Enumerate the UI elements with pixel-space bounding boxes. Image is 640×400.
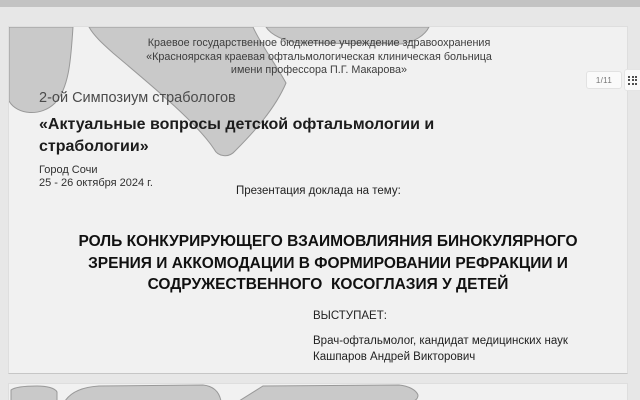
symposium-topic [39,114,579,157]
report-title-line: СОДРУЖЕСТВЕННОГО КОСОГЛАЗИЯ У ДЕТЕЙ [147,276,509,293]
top-bar [0,0,640,7]
decor-shape [65,385,221,400]
speaker-name: Кашпаров Андрей Викторович [313,350,476,363]
symposium-topic-line: страбологии» [39,137,149,155]
next-slide-shapes [9,384,628,400]
event-city: Город Сочи [39,164,98,176]
page-indicator: 1/11 [586,71,622,89]
org-header-line: Краевое государственное бюджетное учреждение здравоохранения [147,37,491,49]
grid-dots-icon [628,76,637,85]
report-title-line: РОЛЬ КОНКУРИРУЮЩЕГО ВЗАИМОВЛИЯНИЯ БИНОКУЛЯРНОГО [78,233,578,250]
presentation-intro-label: Презентация доклада на тему: [236,185,401,197]
event-dates: 25 - 26 октября 2024 г. [39,177,153,189]
event-location-dates [39,164,153,190]
next-slide-preview[interactable] [8,383,628,400]
symposium-name: 2-ой Симпозиум страбологов [39,90,236,106]
decor-shape [239,385,418,400]
decor-shape [11,386,57,400]
org-header-line: имени профессора П.Г. Макарова» [230,64,408,76]
organization-header [9,37,628,78]
report-title-line: ЗРЕНИЯ И АККОМОДАЦИИ В ФОРМИРОВАНИИ РЕФРАКЦИИ И [88,254,568,272]
slide-grid-button[interactable] [624,69,640,91]
speaker-credentials: Врач-офтальмолог, кандидат медицинских наук [313,335,568,347]
org-header-line: «Красноярская краевая офтальмологическая клиническая больница [146,50,492,63]
speaker-info [313,334,568,365]
presentation-slide [8,26,628,374]
symposium-topic-line: «Актуальные вопросы детской офтальмологии и [39,116,435,133]
speaker-section-label: ВЫСТУПАЕТ: [313,310,387,322]
report-title [43,231,613,296]
